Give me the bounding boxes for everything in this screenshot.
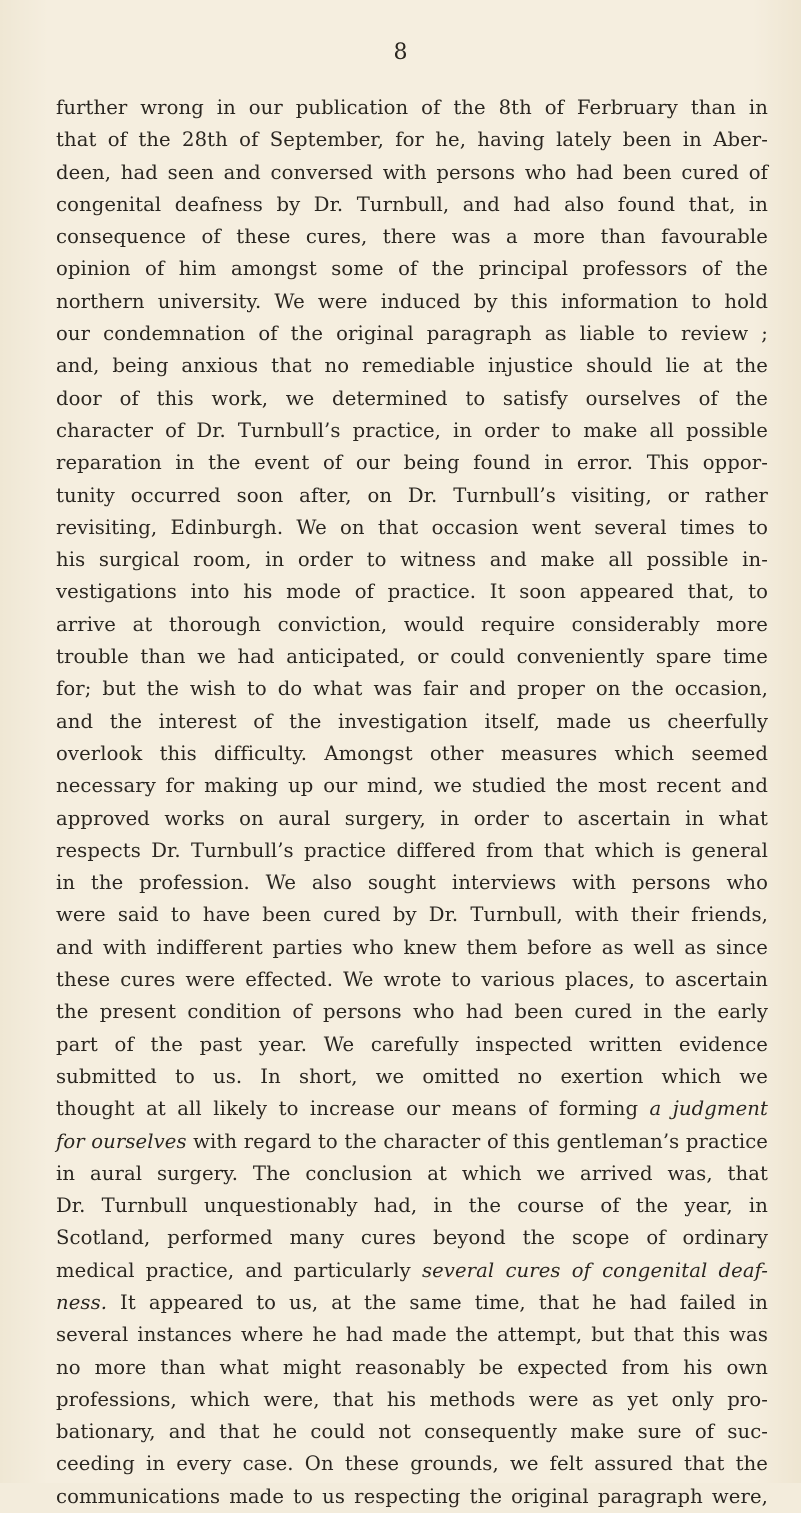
text-line bbox=[56, 1416, 768, 1448]
text-line bbox=[56, 1061, 768, 1093]
italic-text: ness. bbox=[56, 1290, 108, 1314]
text-line bbox=[56, 124, 768, 156]
text-line bbox=[56, 835, 768, 867]
line-text: vestigations into his mode of practice. It soon appeared that, to bbox=[56, 580, 768, 604]
italic-text: several cures of congenital deaf- bbox=[421, 1258, 768, 1282]
line-text: bationary, and that he could not consequently make sure of suc- bbox=[56, 1420, 768, 1444]
text-line bbox=[56, 1319, 768, 1351]
text-line bbox=[56, 964, 768, 996]
line-text: reparation in the event of our being found in error. This oppor- bbox=[56, 451, 768, 475]
text-line bbox=[56, 576, 768, 608]
line-text: were said to have been cured by Dr. Turnbull, with their friends, bbox=[56, 903, 768, 927]
line-text: that of the 28th of September, for he, having lately been in Aber- bbox=[56, 128, 768, 152]
line-text: in the profession. We also sought interviews with persons who bbox=[56, 871, 768, 895]
line-text: and, being anxious that no remediable injustice should lie at the bbox=[56, 354, 768, 378]
line-text: and the interest of the investigation itself, made us cheerfully bbox=[56, 709, 768, 733]
text-line bbox=[56, 221, 768, 253]
text-line bbox=[56, 1190, 768, 1222]
line-text: northern university. We were induced by this information to hold bbox=[56, 289, 768, 313]
line-text: arrive at thorough conviction, would require considerably more bbox=[56, 612, 768, 636]
line-text: deen, had seen and conversed with persons who had been cured of bbox=[56, 160, 768, 184]
text-line bbox=[56, 673, 768, 705]
line-text: thought at all likely to increase our means of forming bbox=[56, 1097, 650, 1121]
line-text: approved works on aural surgery, in order to ascertain in what bbox=[56, 806, 768, 830]
text-line bbox=[56, 899, 768, 931]
text-line bbox=[56, 253, 768, 285]
text-line bbox=[56, 738, 768, 770]
line-text: revisiting, Edinburgh. We on that occasion went several times to bbox=[56, 515, 768, 539]
text-line bbox=[56, 803, 768, 835]
page-number: 8 bbox=[393, 40, 408, 65]
text-line bbox=[56, 189, 768, 221]
text-line bbox=[56, 1126, 768, 1158]
line-text: in aural surgery. The conclusion at which we arrived was, that bbox=[56, 1161, 768, 1185]
text-line bbox=[56, 1352, 768, 1384]
line-text: and with indifferent parties who knew them before as well as since bbox=[56, 935, 768, 959]
line-text: submitted to us. In short, we omitted no exertion which we bbox=[56, 1064, 768, 1088]
text-line bbox=[56, 383, 768, 415]
line-text: congenital deafness by Dr. Turnbull, and had also found that, in bbox=[56, 192, 768, 216]
text-line bbox=[56, 1029, 768, 1061]
line-text: opinion of him amongst some of the principal professors of the bbox=[56, 257, 768, 281]
line-text: professions, which were, that his methods were as yet only pro- bbox=[56, 1387, 768, 1411]
text-line bbox=[56, 447, 768, 479]
italic-text: for ourselves bbox=[56, 1129, 187, 1153]
line-text: It appeared to us, at the same time, that he had failed in bbox=[107, 1290, 768, 1314]
line-text: part of the past year. We carefully inspected written evidence bbox=[56, 1032, 768, 1056]
line-text: consequence of these cures, there was a more than favourable bbox=[56, 225, 768, 249]
line-text: the present condition of persons who had been cured in the early bbox=[56, 1000, 768, 1024]
text-line bbox=[56, 157, 768, 189]
text-line bbox=[56, 641, 768, 673]
text-line bbox=[56, 1448, 768, 1480]
line-text: respects Dr. Turnbull’s practice differed from that which is general bbox=[56, 838, 768, 862]
text-line bbox=[56, 480, 768, 512]
line-text: several instances where he had made the attempt, but that this was bbox=[56, 1323, 768, 1347]
line-text: necessary for making up our mind, we studied the most recent and bbox=[56, 774, 768, 798]
line-text: medical practice, and particularly bbox=[56, 1258, 422, 1282]
line-text: for; but the wish to do what was fair and proper on the occasion, bbox=[56, 677, 768, 701]
text-line bbox=[56, 415, 768, 447]
text-line bbox=[56, 1093, 768, 1125]
line-text: tunity occurred soon after, on Dr. Turnbull’s visiting, or rather bbox=[56, 483, 768, 507]
text-line bbox=[56, 92, 768, 124]
text-line bbox=[56, 1384, 768, 1416]
line-text: trouble than we had anticipated, or could conveniently spare time bbox=[56, 645, 768, 669]
body-text bbox=[56, 92, 768, 1513]
text-line bbox=[56, 996, 768, 1028]
text-line bbox=[56, 286, 768, 318]
text-line bbox=[56, 867, 768, 899]
text-line bbox=[56, 544, 768, 576]
text-line bbox=[56, 932, 768, 964]
line-text: his surgical room, in order to witness and make all possible in- bbox=[56, 548, 768, 572]
text-line bbox=[56, 1222, 768, 1254]
line-text: these cures were effected. We wrote to various places, to ascertain bbox=[56, 968, 768, 992]
text-line bbox=[56, 1287, 768, 1319]
text-line bbox=[56, 318, 768, 350]
line-text: our condemnation of the original paragraph as liable to review ; bbox=[56, 322, 768, 346]
line-text: Scotland, performed many cures beyond the scope of ordinary bbox=[56, 1226, 768, 1250]
text-line bbox=[56, 512, 768, 544]
text-line bbox=[56, 706, 768, 738]
line-text: no more than what might reasonably be expected from his own bbox=[56, 1355, 768, 1379]
text-line bbox=[56, 1158, 768, 1190]
italic-text: a judgment bbox=[649, 1097, 768, 1121]
line-text: further wrong in our publication of the 8th of Ferbruary than in bbox=[56, 96, 768, 119]
line-text: communications made to us respecting the original paragraph were, bbox=[56, 1484, 768, 1508]
text-line bbox=[56, 350, 768, 382]
text-line bbox=[56, 609, 768, 641]
text-line bbox=[56, 770, 768, 802]
text-line bbox=[56, 1481, 768, 1513]
text-line bbox=[56, 1255, 768, 1287]
line-text: Dr. Turnbull unquestionably had, in the course of the year, in bbox=[56, 1194, 768, 1218]
line-text: door of this work, we determined to satisfy ourselves of the bbox=[56, 386, 768, 410]
line-text: character of Dr. Turnbull’s practice, in order to make all possible bbox=[56, 418, 768, 442]
line-text: overlook this difficulty. Amongst other measures which seemed bbox=[56, 741, 768, 765]
line-text: with regard to the character of this gentleman’s practice bbox=[186, 1129, 768, 1153]
line-text: ceeding in every case. On these grounds, we felt assured that the bbox=[56, 1452, 768, 1476]
